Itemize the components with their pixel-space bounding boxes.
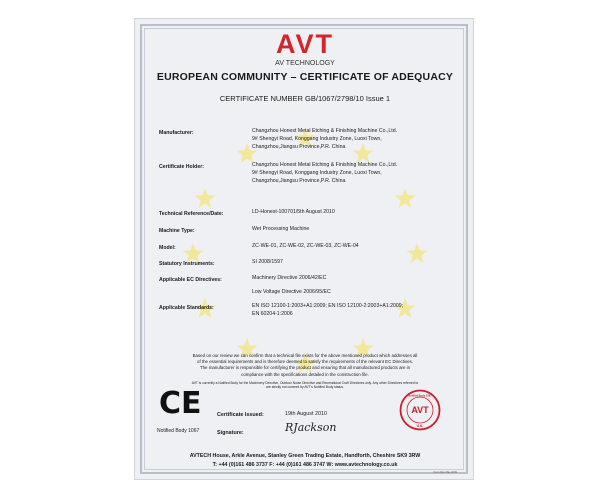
star-icon: [407, 243, 428, 263]
model-label: Model:: [159, 245, 176, 251]
signature-label: Signature:: [217, 430, 244, 436]
notified-body-note: AVT is currently a Notified Body for the Machinery Directive, Outdoor Noise Directive and Recreational Craft Directives only. Any other Directives referred to are strictly not covered by AVT's Notified Body status.: [191, 381, 419, 390]
standards-label: Applicable Standards:: [159, 305, 214, 311]
holder-value: Changzhou Honest Metal Etching & Finishing Machine Co.,Ltd. 9# Shengyi Road, Konggang Industry Zone, Luoxi Town, Changzhou,Jiangsu Province,P.R. China: [252, 162, 398, 184]
manufacturer-label: Manufacturer:: [159, 130, 194, 136]
issued-date: 19th August 2010: [285, 411, 327, 417]
footer-address: AVTECH House, Arkle Avenue, Stanley Green Trading Estate, Handforth, Cheshire SK9 3RW: [189, 453, 421, 459]
machine-type-value: Wet Processing Machine: [252, 226, 310, 232]
notified-body-label: Notified Body 1067: [157, 428, 200, 434]
manufacturer-value: Changzhou Honest Metal Etching & Finishing Machine Co.,Ltd. 9# Shengyi Road, Konggang Industry Zone, Luoxi Town, Changzhou,Jiangsu Province,P.R. China: [252, 128, 398, 150]
notified-body-stamp-icon: [399, 389, 441, 431]
standards-value: EN ISO 12100-1:2003+A1:2009; EN ISO 12100-2:2003+A1:2009; EN 60204-1:2006: [252, 303, 404, 317]
directives-label: Applicable EC Directives:: [159, 277, 222, 283]
certificate-number: CERTIFICATE NUMBER GB/1067/2798/10 Issue 1: [219, 94, 391, 103]
machine-type-label: Machine Type:: [159, 228, 195, 234]
footer-contact: T: +44 (0)161 486 3737 F: +44 (0)161 486 3747 W: www.avtechnology.co.uk: [212, 462, 398, 468]
statutory-label: Statutory Instruments:: [159, 261, 215, 267]
star-icon: [395, 188, 416, 208]
star-icon: [195, 188, 216, 208]
certificate: [134, 18, 474, 480]
statutory-value: SI 2008/1597: [252, 259, 283, 265]
form-reference: Form Rev May 2009: [433, 471, 457, 474]
svg-text:U.K.: U.K.: [416, 424, 424, 428]
svg-text:AVT: AVT: [411, 405, 429, 415]
issued-label: Certificate Issued:: [217, 412, 264, 418]
tech-ref-label: Technical Reference/Date:: [159, 211, 224, 217]
certificate-title: EUROPEAN COMMUNITY – CERTIFICATE OF ADEQUACY: [156, 71, 454, 83]
logo-subtitle: AV TECHNOLOGY: [275, 60, 335, 67]
holder-label: Certificate Holder:: [159, 164, 204, 170]
review-statement: Based on our review we can confirm that a technical file exists for the above mentioned product which addresses all of the essential requirements and is therefore deemed to satisfy the requirements of the relevant EC Directives. The manufacturer is responsible for certifying the product and ensuring that all manufactured products are in compliance with the specifications detailed in the construction file.: [192, 353, 418, 377]
star-icon: [183, 243, 204, 263]
signature: RJackson: [285, 421, 337, 434]
tech-ref-value: LD-Honest-100701/5th August 2010: [252, 209, 335, 215]
ce-mark-icon: CE: [159, 386, 202, 421]
directives-value: Machinery Directive 2006/42/EC Low Voltage Directive 2006/95/EC: [252, 275, 331, 295]
svg-text:Notified Body 1067: Notified Body 1067: [408, 394, 432, 398]
avt-logo: AVT: [276, 29, 334, 59]
model-value: ZC-WE-01, ZC-WE-02, ZC-WE-03, ZC-WE-04: [252, 243, 359, 249]
